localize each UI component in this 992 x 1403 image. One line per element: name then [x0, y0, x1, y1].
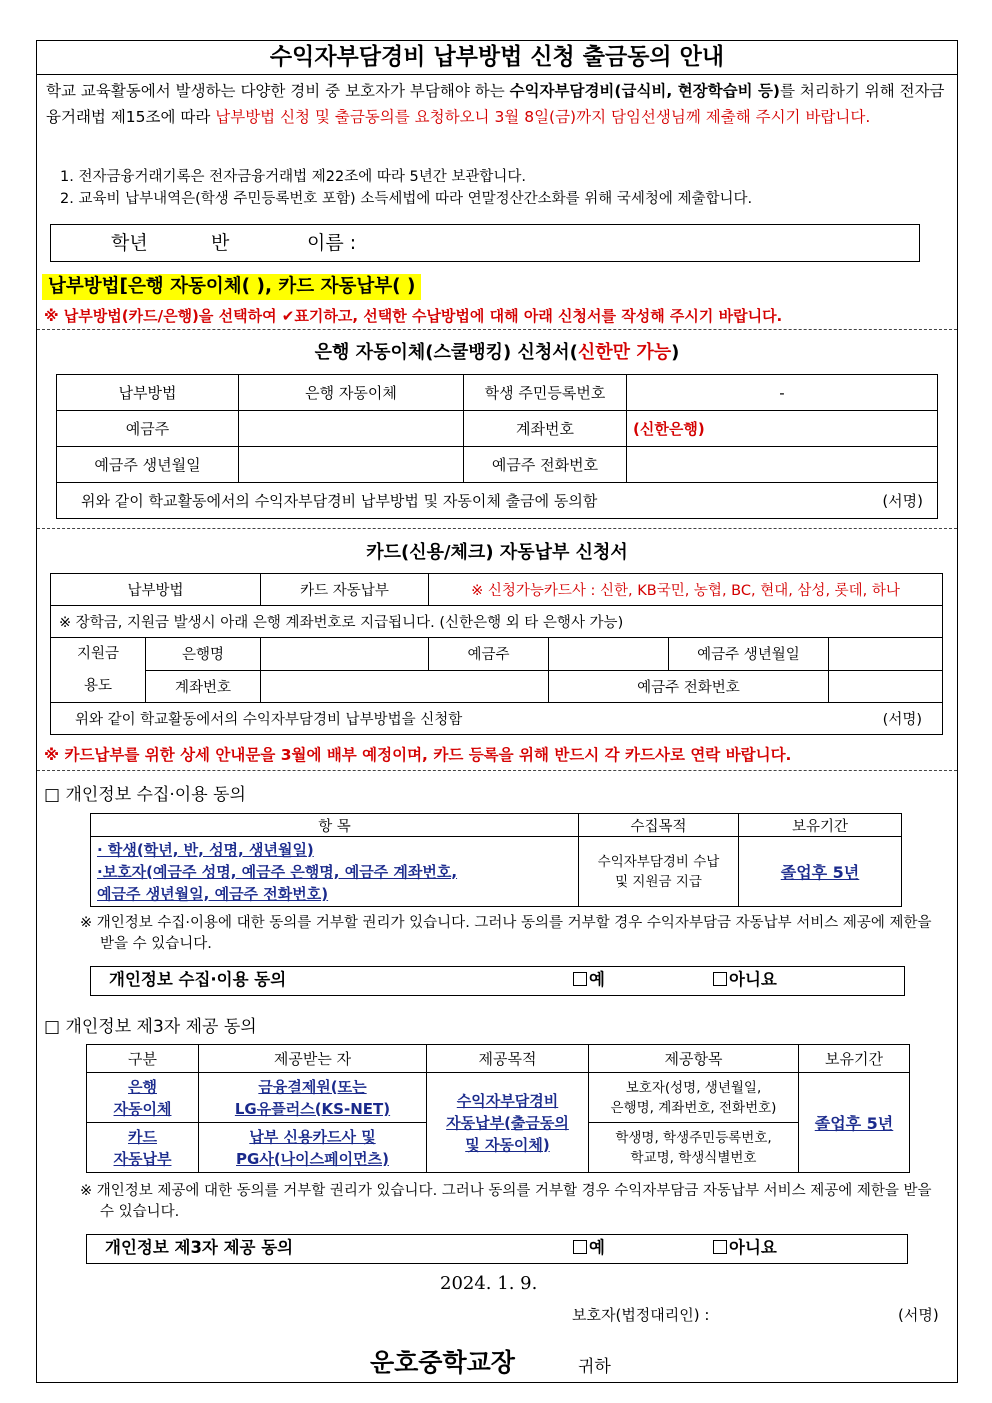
- bank-section-title: [36, 338, 958, 364]
- type-line: 자동이체: [113, 1099, 172, 1118]
- bank-type-cell: [87, 1073, 199, 1123]
- header-cell: 제공항목: [589, 1045, 799, 1073]
- student-info-box[interactable]: [50, 224, 920, 262]
- third-item-1: [589, 1073, 799, 1123]
- bank-title-end: ): [671, 342, 680, 363]
- yes-label: 예: [589, 1238, 605, 1257]
- divider: [37, 528, 957, 529]
- honorific: 귀하: [578, 1357, 611, 1377]
- purpose-line: 및 지원금 지급: [615, 873, 702, 890]
- document-date: 2024. 1. 9.: [440, 1273, 538, 1294]
- cell-label: 납부방법: [57, 375, 239, 411]
- cell-value: 은행 자동이체: [239, 375, 464, 411]
- cell-label: 예금주: [429, 638, 549, 671]
- third-party-consent-row: [86, 1234, 908, 1264]
- cell-value: 카드 자동납부: [261, 574, 429, 606]
- item-line: 보호자(성명, 생년월일,: [625, 1079, 762, 1096]
- card-recipient-cell: [199, 1123, 427, 1173]
- checkbox-icon[interactable]: [713, 972, 727, 986]
- privacy-consent-label: 개인정보 수집·이용 동의: [109, 970, 287, 989]
- purpose-line: 자동납부(출금동의: [446, 1113, 569, 1132]
- bank-agree-row[interactable]: [57, 483, 938, 519]
- privacy-items: [91, 837, 579, 907]
- checkbox-icon[interactable]: [573, 972, 587, 986]
- privacy-period: 졸업후 5년: [739, 837, 902, 907]
- type-line: 자동납부: [113, 1149, 172, 1168]
- name-label: 이름 :: [307, 232, 357, 254]
- header-cell: 보유기간: [799, 1045, 910, 1073]
- bank-name-field[interactable]: [261, 638, 429, 671]
- bank-recipient-cell: [199, 1073, 427, 1123]
- class-label: 반: [211, 232, 230, 254]
- birth-date-field[interactable]: [239, 447, 464, 483]
- third-item-2: [589, 1123, 799, 1173]
- no-label: 아니요: [729, 970, 777, 989]
- card-form-table: [50, 573, 943, 735]
- cell-label: 계좌번호: [464, 411, 627, 447]
- scholarship-note: ※ 장학금, 지원금 발생시 아래 은행 계좌번호로 지급됩니다. (신한은행 외 타 은행사 가능): [51, 606, 943, 638]
- usage-label: [51, 638, 146, 703]
- card-type-cell: [87, 1123, 199, 1173]
- third-purpose-cell: [427, 1073, 589, 1173]
- header-cell: 구분: [87, 1045, 199, 1073]
- header-cell: 수집목적: [579, 814, 739, 837]
- usage-label-1: 지원금: [76, 646, 120, 662]
- no-label: 아니요: [729, 1238, 777, 1257]
- resident-number-field[interactable]: -: [627, 375, 938, 411]
- header-cell: 항 목: [91, 814, 579, 837]
- card-depositor-field[interactable]: [549, 638, 669, 671]
- bank-agree-text: 위와 같이 학교활동에서의 수익자부담경비 납부방법 및 자동이체 출금에 동의함: [81, 492, 598, 510]
- grade-label: 학년: [111, 232, 148, 254]
- third-party-disclaimer: ※ 개인정보 제공에 대한 동의를 거부할 권리가 있습니다. 그러나 동의를 거부할 경우 수익자부담금 자동납부 서비스 제공에 제한을 받을 수 있습니다.: [80, 1183, 932, 1220]
- cell-label: 예금주 생년월일: [669, 638, 829, 671]
- cell-label: 예금주: [57, 411, 239, 447]
- bank-form-table: [56, 374, 938, 519]
- privacy-yes-checkbox[interactable]: [573, 967, 605, 993]
- purpose-line: 수익자부담경비 수납: [597, 853, 720, 870]
- phone-field[interactable]: [627, 447, 938, 483]
- purpose-line: 및 자동이체): [465, 1135, 550, 1154]
- guardian-sign[interactable]: (서명): [898, 1306, 939, 1324]
- bank-title-text: 은행 자동이체(스쿨뱅킹) 신청서(: [314, 342, 578, 363]
- privacy-item: · 학생(학년, 반, 성명, 생년월일): [97, 840, 314, 859]
- privacy-disclaimer: ※ 개인정보 수집·이용에 대한 동의를 거부할 권리가 있습니다. 그러나 동의를 거부할 경우 수익자부담금 자동납부 서비스 제공에 제한을 받을 수 있습니다.: [80, 915, 932, 952]
- payment-method-note: ※ 납부방법(카드/은행)을 선택하여 ✔표기하고, 선택한 수납방법에 대해 아래 신청서를 작성해 주시기 바랍니다.: [44, 307, 783, 325]
- bank-title-red: 신한만 가능: [577, 342, 672, 363]
- cell-label: 은행명: [146, 638, 261, 671]
- cell-label: 납부방법: [51, 574, 261, 606]
- card-phone-field[interactable]: [829, 670, 943, 703]
- header-cell: 제공목적: [427, 1045, 589, 1073]
- item-line: 은행명, 계좌번호, 전화번호): [610, 1099, 777, 1116]
- privacy-consent-row: [90, 966, 905, 996]
- card-section-title: 카드(신용/체크) 자동납부 신청서: [366, 542, 628, 563]
- yes-label: 예: [589, 970, 605, 989]
- intro-text-5: 까지 담임선생님께 제출해 주시기 바랍니다.: [576, 108, 871, 126]
- intro-text-bold: 수익자부담경비(급식비, 현장학습비 등): [509, 82, 781, 100]
- third-no-checkbox[interactable]: [713, 1235, 777, 1261]
- available-cards: ※ 신청가능카드사 : 신한, KB국민, 농협, BC, 현대, 삼성, 롯데, 하나: [429, 574, 943, 606]
- divider: [37, 770, 957, 771]
- privacy-item: ·보호자(예금주 성명, 예금주 은행명, 예금주 계좌번호,: [97, 862, 458, 881]
- cell-label: 예금주 전화번호: [464, 447, 627, 483]
- header-cell: 제공받는 자: [199, 1045, 427, 1073]
- header-cell: 보유기간: [739, 814, 902, 837]
- guardian-label: 보호자(법정대리인) :: [572, 1306, 710, 1324]
- document-title: 수익자부담경비 납부방법 신청 출금동의 안내: [36, 40, 958, 75]
- note-1: 1. 전자금융거래기록은 전자금융거래법 제22조에 따라 5년간 보관합니다.: [60, 169, 526, 185]
- bank-sign: (서명): [882, 492, 923, 510]
- intro-text-1: 학교 교육활동에서 발생하는 다양한 경비 중 보호자가 부담해야 하는: [46, 82, 510, 100]
- divider: [37, 329, 957, 330]
- recipient-line: PG사(나이스페이먼츠): [236, 1149, 389, 1168]
- cell-label: 학생 주민등록번호: [464, 375, 627, 411]
- type-line: 은행: [128, 1077, 157, 1096]
- recipient-line: 금융결제원(또는: [258, 1077, 367, 1096]
- recipient-line: LG유플러스(KS-NET): [234, 1099, 391, 1118]
- privacy-heading: □ 개인정보 수집·이용 동의: [44, 785, 246, 805]
- third-consent-label: 개인정보 제3자 제공 동의: [105, 1238, 294, 1257]
- privacy-purpose: [579, 837, 739, 907]
- purpose-line: 수익자부담경비: [456, 1091, 559, 1110]
- note-2: 2. 교육비 납부내역은(학생 주민등록번호 포함) 소득세법에 따라 연말정산간소화를 위해 국세청에 제출합니다.: [60, 191, 753, 207]
- cell-label: 예금주 생년월일: [57, 447, 239, 483]
- intro-deadline: 납부방법 신청 및 출금동의를 요청하오니 3월 8일(금): [215, 108, 577, 126]
- card-sign: (서명): [882, 712, 922, 728]
- recipient-line: 납부 신용카드사 및: [249, 1127, 376, 1146]
- legal-notes: [60, 166, 752, 210]
- checkbox-icon[interactable]: [713, 1240, 727, 1254]
- third-party-table: [86, 1044, 910, 1173]
- third-party-heading: □ 개인정보 제3자 제공 동의: [44, 1017, 257, 1037]
- card-agree-text: 위와 같이 학교활동에서의 수익자부담경비 납부방법을 신청함: [75, 712, 463, 728]
- item-line: 학교명, 학생식별번호: [630, 1149, 757, 1166]
- payment-method-line[interactable]: 납부방법[은행 자동이체( ), 카드 자동납부( ): [42, 274, 421, 300]
- third-period: 졸업후 5년: [799, 1073, 910, 1173]
- privacy-no-checkbox[interactable]: [713, 967, 777, 993]
- card-birth-field[interactable]: [829, 638, 943, 671]
- privacy-table: [90, 813, 902, 907]
- privacy-item: 예금주 생년월일, 예금주 전화번호): [97, 884, 329, 903]
- depositor-field[interactable]: [239, 411, 464, 447]
- type-line: 카드: [128, 1127, 157, 1146]
- card-notice: ※ 카드납부를 위한 상세 안내문을 3월에 배부 예정이며, 카드 등록을 위해 반드시 각 카드사로 연락 바랍니다.: [44, 746, 792, 764]
- card-account-field[interactable]: [261, 670, 549, 703]
- item-line: 학생명, 학생주민등록번호,: [615, 1129, 772, 1146]
- intro-text-3: 를 처리하기 위해 전자금융거래법 제15조에 따라: [46, 82, 945, 126]
- checkbox-icon[interactable]: [573, 1240, 587, 1254]
- cell-label: 계좌번호: [146, 670, 261, 703]
- school-principal: 운호중학교장: [370, 1348, 515, 1377]
- card-agree-row[interactable]: [51, 703, 943, 735]
- account-number-field[interactable]: (신한은행): [627, 411, 938, 447]
- usage-label-2: 용도: [83, 678, 112, 694]
- intro-paragraph: [46, 78, 951, 130]
- cell-label: 예금주 전화번호: [549, 670, 829, 703]
- third-yes-checkbox[interactable]: [573, 1235, 605, 1261]
